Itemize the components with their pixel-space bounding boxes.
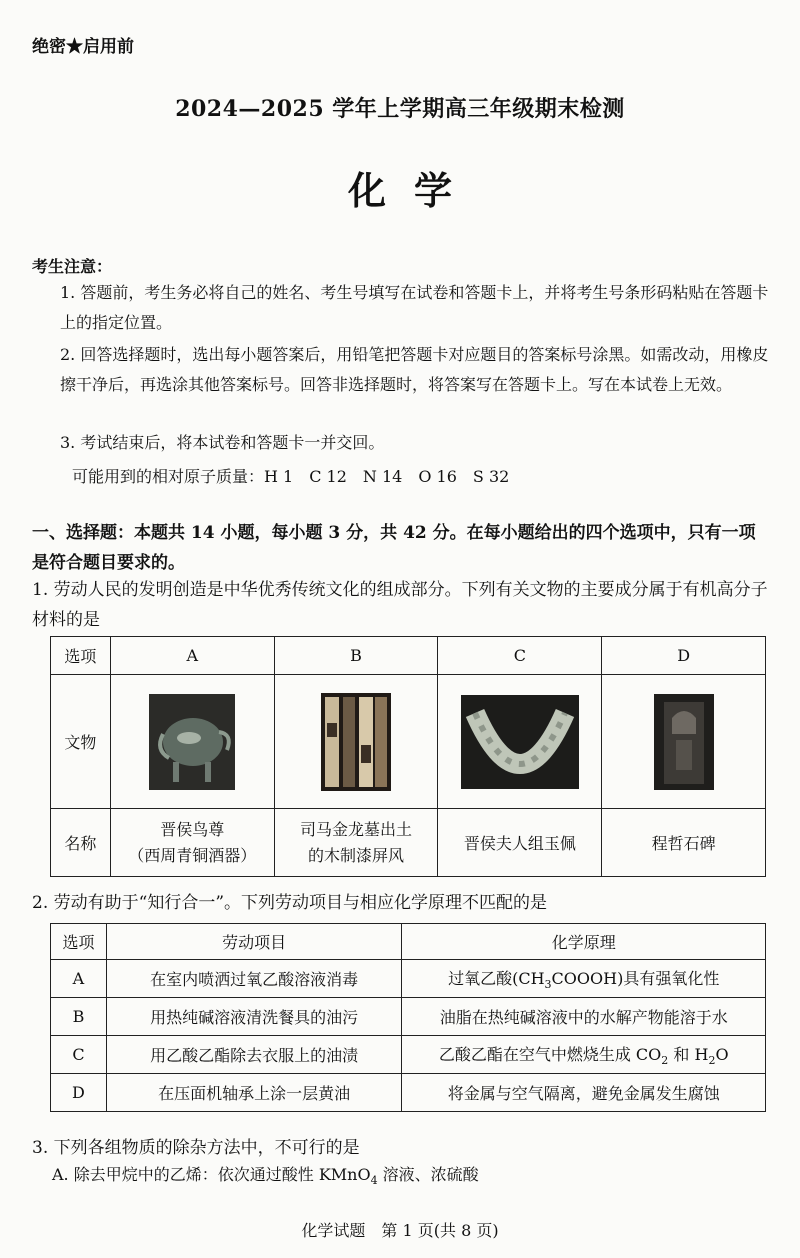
section-heading: 一、选择题：本题共 14 小题，每小题 3 分，共 42 分。在每小题给出的四个选项中，只有一项是符合题目要求的。 bbox=[32, 523, 756, 573]
name-b-line-1: 司马金龙墓出土 bbox=[300, 819, 413, 839]
q2-row-c-principle bbox=[402, 1036, 766, 1074]
option-b-header: B bbox=[274, 637, 438, 675]
q3-option-a-pre: A. 除去甲烷中的乙烯：依次通过酸性 KMnO bbox=[52, 1165, 371, 1184]
name-d bbox=[602, 809, 766, 877]
q2-c-principle-part2: 和 H bbox=[668, 1044, 709, 1064]
notice-item-3: 3. 考试结束后，将本试卷和答题卡一并交回。 bbox=[60, 433, 385, 452]
jade-pendant-image bbox=[461, 695, 579, 789]
option-a-header: A bbox=[110, 637, 274, 675]
q2-row-c-task: 用乙酸乙酯除去衣服上的油渍 bbox=[106, 1036, 402, 1074]
q2-c-principle-part1: 乙酸乙酯在空气中燃烧生成 CO bbox=[438, 1044, 662, 1064]
question-1-stem: 1. 劳动人民的发明创造是中华优秀传统文化的组成部分。下列有关文物的主要成分属于有机高分子材料的是 bbox=[32, 580, 768, 630]
q2-header-principle: 化学原理 bbox=[402, 924, 766, 960]
name-a-line-2: （西周青铜酒器） bbox=[128, 845, 257, 865]
q3-option-a-sub: 4 bbox=[370, 1174, 378, 1188]
notice-heading: 考生注意： bbox=[32, 257, 113, 276]
q2-a-principle-part2: COOOH)具有强氧化性 bbox=[551, 968, 720, 988]
q2-c-principle-sub1: 2 bbox=[661, 1054, 669, 1068]
name-b-line-2: 的木制漆屏风 bbox=[308, 845, 405, 865]
option-c-header: C bbox=[438, 637, 602, 675]
q2-row-b-task: 用热纯碱溶液清洗餐具的油污 bbox=[106, 998, 402, 1036]
question-3-stem: 3. 下列各组物质的除杂方法中，不可行的是 bbox=[32, 1138, 360, 1158]
artifact-d-cell bbox=[602, 675, 766, 809]
row-label-option: 选项 bbox=[51, 637, 111, 675]
lacquer-screen-image bbox=[321, 693, 391, 791]
artifact-c-cell bbox=[438, 675, 602, 809]
name-c-line-1: 晋侯夫人组玉佩 bbox=[463, 834, 576, 853]
q2-c-principle-sub2: 2 bbox=[708, 1054, 716, 1068]
q2-row-a-principle bbox=[402, 960, 766, 998]
q2-c-principle-part3: O bbox=[715, 1044, 729, 1064]
q2-row-d-task: 在压面机轴承上涂一层黄油 bbox=[106, 1074, 402, 1112]
q2-row-c-option: C bbox=[51, 1036, 107, 1074]
name-c bbox=[438, 809, 602, 877]
q2-row-d-option: D bbox=[51, 1074, 107, 1112]
q2-row-b-option: B bbox=[51, 998, 107, 1036]
notice-item-2: 2. 回答选择题时，选出每小题答案后，用铅笔把答题卡对应题目的答案标号涂黑。如需改动，用橡皮擦干净后，再选涂其他答案标号。回答非选择题时，将答案写在答题卡上。写在本试卷上无效。 bbox=[60, 345, 769, 394]
question-1-table bbox=[50, 636, 766, 877]
name-d-line-1: 程哲石碑 bbox=[651, 834, 716, 853]
q2-row-a-option: A bbox=[51, 960, 107, 998]
q2-row-d-principle: 将金属与空气隔离，避免金属发生腐蚀 bbox=[402, 1074, 766, 1112]
artifact-a-cell bbox=[110, 675, 274, 809]
stone-tablet-image bbox=[654, 694, 714, 790]
q2-header-option: 选项 bbox=[51, 924, 107, 960]
q2-row-b-principle: 油脂在热纯碱溶液中的水解产物能溶于水 bbox=[402, 998, 766, 1036]
secret-label: 绝密★启用前 bbox=[32, 37, 134, 57]
row-label-artifact: 文物 bbox=[51, 675, 111, 809]
question-2-table bbox=[50, 923, 766, 1112]
q3-option-a-post: 溶液、浓硫酸 bbox=[377, 1165, 479, 1184]
q2-a-principle-part1: 过氧乙酸(CH bbox=[448, 968, 545, 988]
name-b bbox=[274, 809, 438, 877]
question-2-stem: 2. 劳动有助于“知行合一”。下列劳动项目与相应化学原理不匹配的是 bbox=[32, 893, 548, 913]
atomic-mass-line: 可能用到的相对原子质量：H 1 C 12 N 14 O 16 S 32 bbox=[72, 467, 510, 486]
subject-title: 化学 bbox=[347, 168, 480, 213]
q2-header-task: 劳动项目 bbox=[106, 924, 402, 960]
q2-row-a-task: 在室内喷洒过氧乙酸溶液消毒 bbox=[106, 960, 402, 998]
artifact-b-cell bbox=[274, 675, 438, 809]
name-a-line-1: 晋侯鸟尊 bbox=[160, 819, 225, 839]
q2-a-principle-sub: 3 bbox=[544, 978, 552, 992]
bronze-bird-vessel-image bbox=[149, 694, 235, 790]
name-a bbox=[110, 809, 274, 877]
option-d-header: D bbox=[602, 637, 766, 675]
notice-item-1: 1. 答题前，考生务必将自己的姓名、考生号填写在试卷和答题卡上，并将考生号条形码粘贴在答题卡上的指定位置。 bbox=[60, 283, 769, 332]
row-label-name: 名称 bbox=[51, 809, 111, 877]
exam-title: 2024—2025 学年上学期高三年级期末检测 bbox=[175, 96, 625, 122]
page-footer: 化学试题 第 1 页(共 8 页) bbox=[301, 1221, 499, 1240]
question-3-option-a bbox=[52, 1162, 479, 1187]
